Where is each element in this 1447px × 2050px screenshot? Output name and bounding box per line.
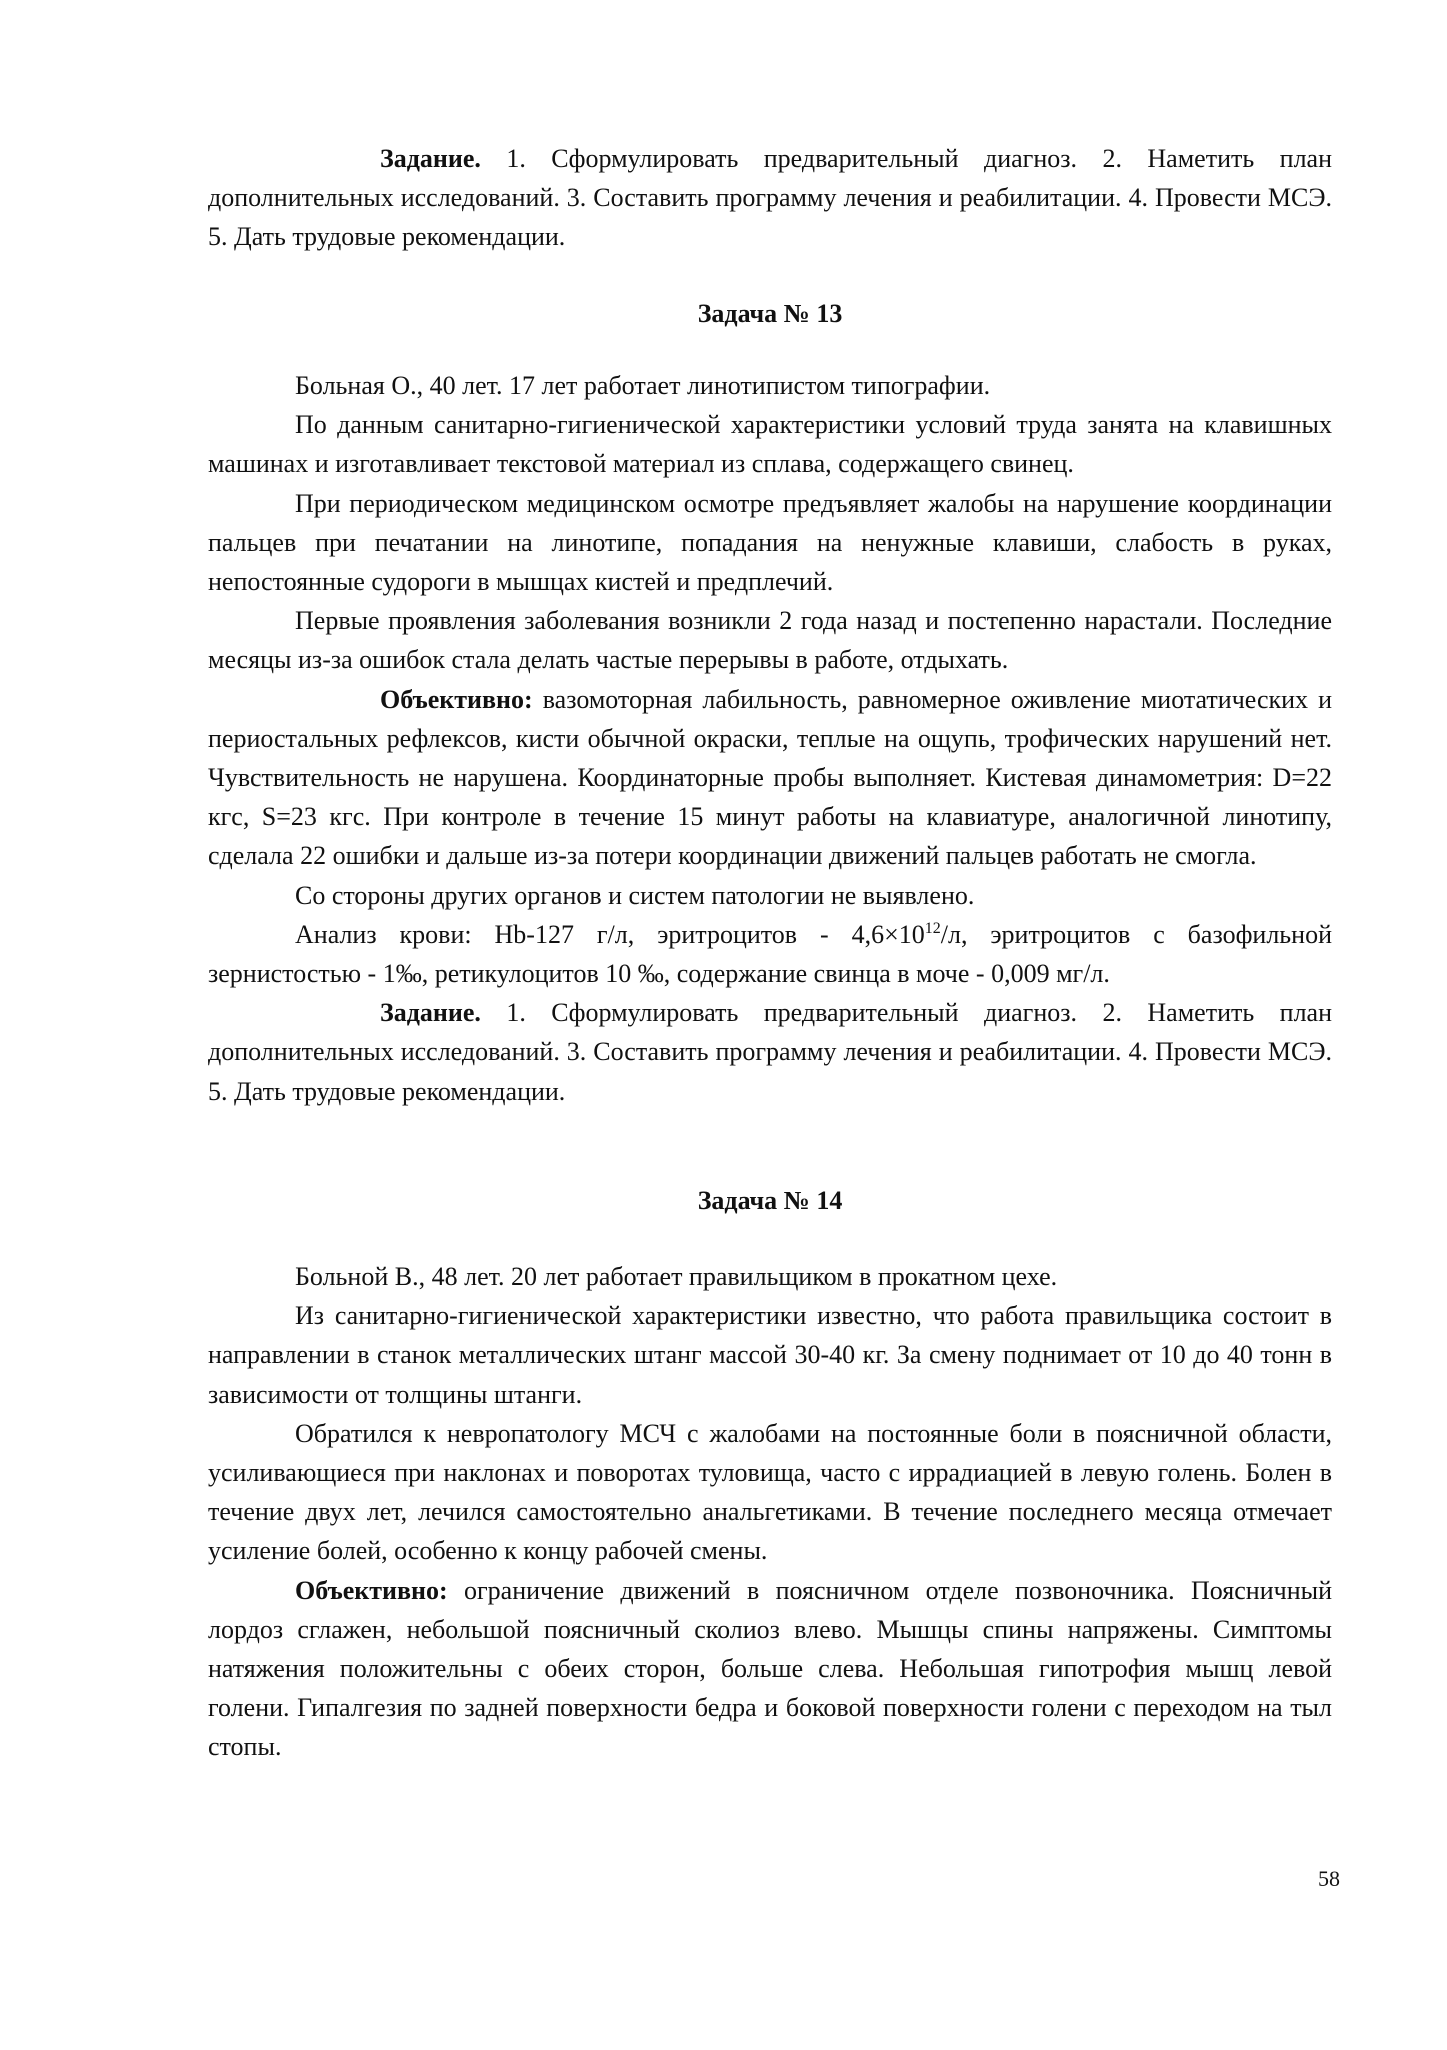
task-13-blood-exponent: 12 [924,919,941,937]
task-13-paragraph-4: Первые проявления заболевания возникли 2 года назад и постепенно нарастали. Последние месяцы из-за ошибок стала делать частые перерывы в работе, отдыхать. [208,606,1332,675]
task-13-paragraph-2: По данным санитарно-гигиенической характеристики условий труда занята на клавишных машинах и изготавливает текстовой материал из сплава, содержащего свинец. [208,410,1332,479]
task-13-blood-text-b: /л, эритроцитов с базофильной зернистостью - 1‰, ретикулоцитов 10 ‰, содержание свинца в моче - 0,009 мг/л. [208,919,1332,989]
task-14-body [208,1257,1332,1767]
task-13-paragraph-3: При периодическом медицинском осмотре предъявляет жалобы на нарушение координации пальцев при печатании на линотипе, попадания на ненужные клавиши, слабость в руках, непостоянные судороги в мышцах кистей и предплечий. [208,488,1332,597]
task-13-body [208,366,1332,1111]
task-13-title: Задача № 13 [697,299,843,328]
task-14-title: Задача № 14 [697,1186,843,1215]
task-13-objective-paragraph [208,680,1332,876]
task-14-paragraph-3: Обратился к невропатологу МСЧ с жалобами на постоянные боли в поясничной области, усиливающиеся при наклонах и поворотах туловища, часто с иррадиацией в левую голень. Болен в течение двух лет, лечился самостоятельно анальгетиками. В течение последнего месяца отмечает усиление болей, особенно к концу рабочей смены. [208,1418,1332,1566]
task-13-assignment-paragraph [208,993,1332,1111]
task-14-paragraph-2: Из санитарно-гигиенической характеристики известно, что работа правильщика состоит в направлении в станок металлических штанг массой 30-40 кг. За смену поднимает от 10 до 40 тонн в зависимости от толщины штанги. [208,1301,1332,1409]
intro-task-paragraph [208,139,1332,257]
task-14-paragraph-1: Больной В., 48 лет. 20 лет работает правильщиком в прокатном цехе. [295,1262,1058,1291]
task-14-objective-text: ограничение движений в поясничном отделе позвоночника. Поясничный лордоз сглажен, небольшой поясничный сколиоз влево. Мышцы спины напряжены. Симптомы натяжения положительны с обеих сторон, больше слева. Небольшая гипотрофия мышц левой голени. Гипалгезия по задней поверхности бедра и боковой поверхности голени с переходом на тыл стопы. [208,1575,1332,1762]
task-13-paragraph-6: Со стороны других органов и систем патологии не выявлено. [295,880,975,910]
task-13-blood-paragraph [208,915,1332,993]
page-number: 58 [1318,1866,1340,1891]
task-13-assignment-label: Задание. [380,998,481,1028]
task-14-objective-paragraph [208,1571,1332,1767]
intro-task-text: 1. Сформулировать предварительный диагноз. 2. Наметить план дополнительных исследований. 3. Составить программу лечения и реабилитации. 4. Провести МСЭ. 5. Дать трудовые рекомендации. [208,144,1332,252]
task-14-objective-label: Объективно: [295,1575,448,1605]
intro-task-label: Задание. [380,144,481,173]
task-13-objective-text: вазомоторная лабильность, равномерное оживление миотатических и периостальных рефлексов, кисти обычной окраски, теплые на ощупь, трофических нарушений нет. Чувствительность не нарушена. Координаторные пробы выполняет. Кистевая динамометрия: D=22 кгс, S=23 кгс. При контроле в течение 15 минут работы на клавиатуре, аналогичной линотипу, сделала 22 ошибки и дальше из-за потери координации движений пальцев работать не смогла. [208,684,1332,871]
task-13-paragraph-1: Больная О., 40 лет. 17 лет работает линотипистом типографии. [295,371,991,400]
task-13-blood-text-a: Анализ крови: Hb-127 г/л, эритроцитов - 4,6×10 [295,919,925,949]
task-13-objective-label: Объективно: [380,684,533,714]
task-13-assignment-text: 1. Сформулировать предварительный диагноз. 2. Наметить план дополнительных исследований. 3. Составить программу лечения и реабилитации. 4. Провести МСЭ. 5. Дать трудовые рекомендации. [208,998,1332,1106]
